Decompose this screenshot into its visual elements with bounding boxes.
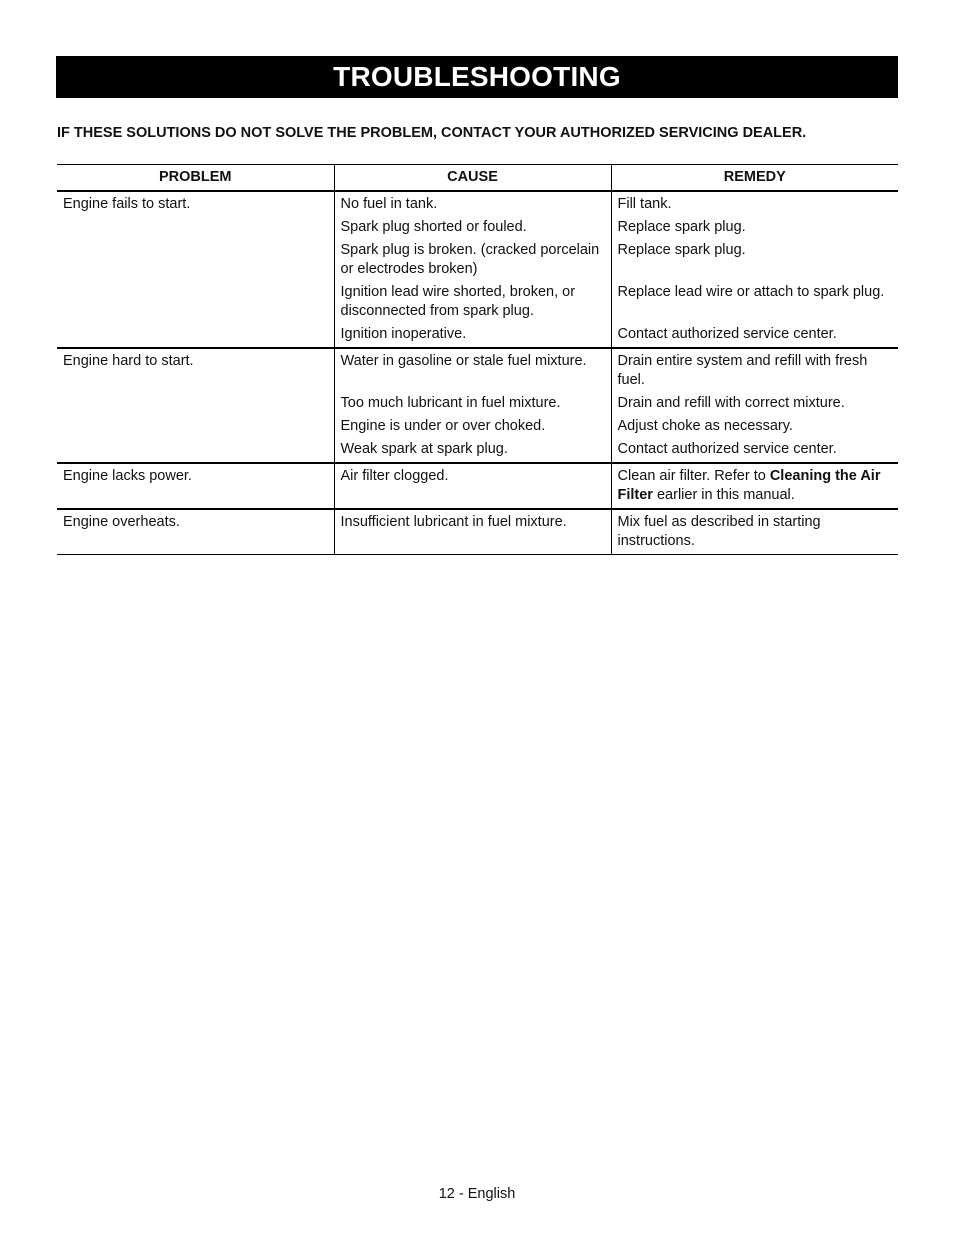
- remedy-text: Contact authorized service center.: [617, 326, 837, 342]
- problem-cell: [57, 463, 334, 509]
- troubleshooting-table: [57, 164, 898, 555]
- column-header-cause: CAUSE: [334, 165, 611, 192]
- column-header-problem: PROBLEM: [57, 165, 334, 192]
- cause-text: Water in gasoline or stale fuel mixture.: [340, 353, 587, 369]
- remedy-text: Drain and refill with correct mixture.: [617, 395, 845, 411]
- problem-text: Engine overheats.: [63, 514, 180, 530]
- cause-text: Spark plug shorted or fouled.: [340, 219, 527, 235]
- cause-cell: [334, 463, 611, 509]
- remedy-text-part: Clean air filter. Refer to: [617, 468, 770, 484]
- remedy-text: Replace spark plug.: [617, 219, 746, 235]
- remedy-text: [618, 467, 893, 505]
- service-notice: IF THESE SOLUTIONS DO NOT SOLVE THE PROBLEM, CONTACT YOUR AUTHORIZED SERVICING DEALER.: [57, 125, 807, 141]
- table-row: [57, 348, 898, 463]
- remedy-cell: [611, 509, 898, 555]
- cause-cell: [334, 348, 611, 463]
- cause-text: Engine is under or over choked.: [340, 418, 546, 434]
- remedy-cell: [611, 463, 898, 509]
- cause-text: Too much lubricant in fuel mixture.: [340, 395, 561, 411]
- problem-text: Engine hard to start.: [63, 353, 194, 369]
- table-row: [57, 463, 898, 509]
- remedy-text-part: earlier in this manual.: [652, 487, 795, 503]
- cause-text: Ignition inoperative.: [340, 326, 467, 342]
- column-header-remedy: REMEDY: [611, 165, 898, 192]
- remedy-text: Fill tank.: [617, 196, 672, 212]
- cause-text: Air filter clogged.: [340, 468, 449, 484]
- remedy-text: Adjust choke as necessary.: [617, 418, 793, 434]
- remedy-text: Contact authorized service center.: [617, 441, 837, 457]
- remedy-text: Drain entire system and refill with fresh fuel.: [617, 353, 868, 388]
- table-row: [57, 509, 898, 555]
- cause-text: Insufficient lubricant in fuel mixture.: [340, 514, 567, 530]
- cause-text: Ignition lead wire shorted, broken, or disconnected from spark plug.: [340, 284, 576, 319]
- table-header-row: [57, 165, 898, 192]
- remedy-text: Replace lead wire or attach to spark plug.: [617, 284, 885, 300]
- problem-cell: [57, 509, 334, 555]
- cause-text: Weak spark at spark plug.: [340, 441, 508, 457]
- manual-section-reference: Cleaning the Air Filter: [617, 468, 881, 503]
- problem-text: Engine fails to start.: [63, 196, 191, 212]
- remedy-cell: [611, 348, 898, 463]
- cause-text: No fuel in tank.: [340, 196, 438, 212]
- problem-cell: [57, 348, 334, 463]
- page-number: 12 - English: [438, 1186, 516, 1202]
- remedy-text: Mix fuel as described in starting instructions.: [617, 514, 821, 549]
- cause-cell: [334, 191, 611, 348]
- cause-text: Spark plug is broken. (cracked porcelain or electrodes broken): [340, 242, 600, 277]
- page-title: TROUBLESHOOTING: [333, 61, 621, 92]
- problem-text: Engine lacks power.: [63, 468, 192, 484]
- remedy-text: Replace spark plug.: [617, 242, 746, 258]
- remedy-cell: [611, 191, 898, 348]
- problem-cell: [57, 191, 334, 348]
- table-row: [57, 191, 898, 348]
- cause-cell: [334, 509, 611, 555]
- title-banner: [56, 56, 898, 98]
